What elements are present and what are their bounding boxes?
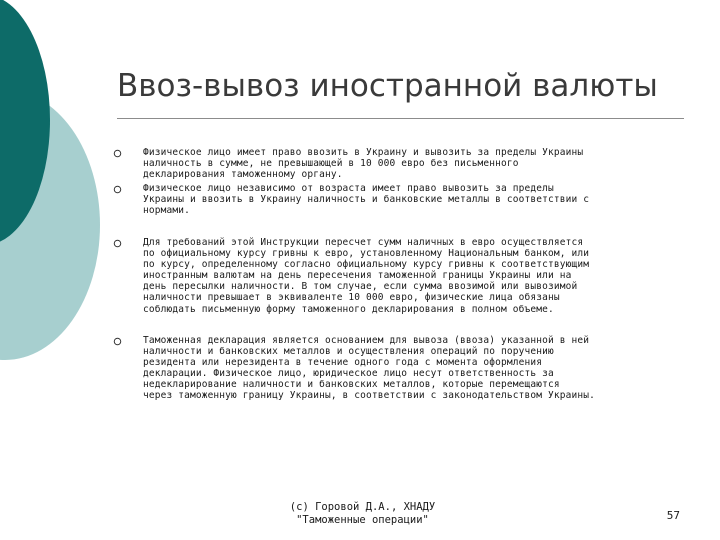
footer-course-line: "Таможенные операции" [296, 514, 429, 526]
bullet-text: Физическое лицо имеет право ввозить в Украину и вывозить за пределы Украины наличность в сумме, не превышающей в 10 000 евро без письменного декларирования таможенному органу. [143, 147, 584, 181]
hollow-circle-icon [113, 149, 122, 158]
footer-credit [280, 501, 445, 527]
bullet-text: Таможенная декларация является основанием для вывоза (ввоза) указанной в ней наличности и банковских металлов и осуществления операций по поручению резидента или нерезидента в течение одного года с момента оформления декларации. Физическое лицо, юридическое лицо несут ответственность за недекларирование наличности и банковских металлов, которые перемещаются через таможенную границу Украины, в соответствии с законодательством Украины. [143, 335, 595, 402]
slide-title: Ввоз-вывоз иностранной валюты [117, 68, 658, 104]
bullet-text: Физическое лицо независимо от возраста имеет право вывозить за пределы Украины и ввозить в Украину наличность и банковские металлы в соответствии с нормами. [143, 183, 590, 217]
footer-credit-line: (с) Горовой Д.А., ХНАДУ [289, 501, 436, 513]
decorative-circles [0, 0, 100, 360]
hollow-circle-icon [113, 239, 122, 248]
hollow-circle-icon [113, 337, 122, 346]
hollow-circle-icon [113, 185, 122, 194]
bullet-text: Для требований этой Инструкции пересчет сумм наличных в евро осуществляется по официальному курсу гривны к евро, установленному Национальным банком, или по курсу, определенному согласно официальному курсу гривны к соответствующим иностранным валютам на день пересечения таможенной границы Украины или на день пересылки наличности. В том случае, если сумма ввозимой или вывозимой наличности превышает в эквиваленте 10 000 евро, физические лица обязаны соблюдать письменную форму таможенного декларирования в полном объеме. [143, 237, 590, 315]
title-divider [117, 118, 684, 119]
page-number: 57 [666, 509, 680, 522]
